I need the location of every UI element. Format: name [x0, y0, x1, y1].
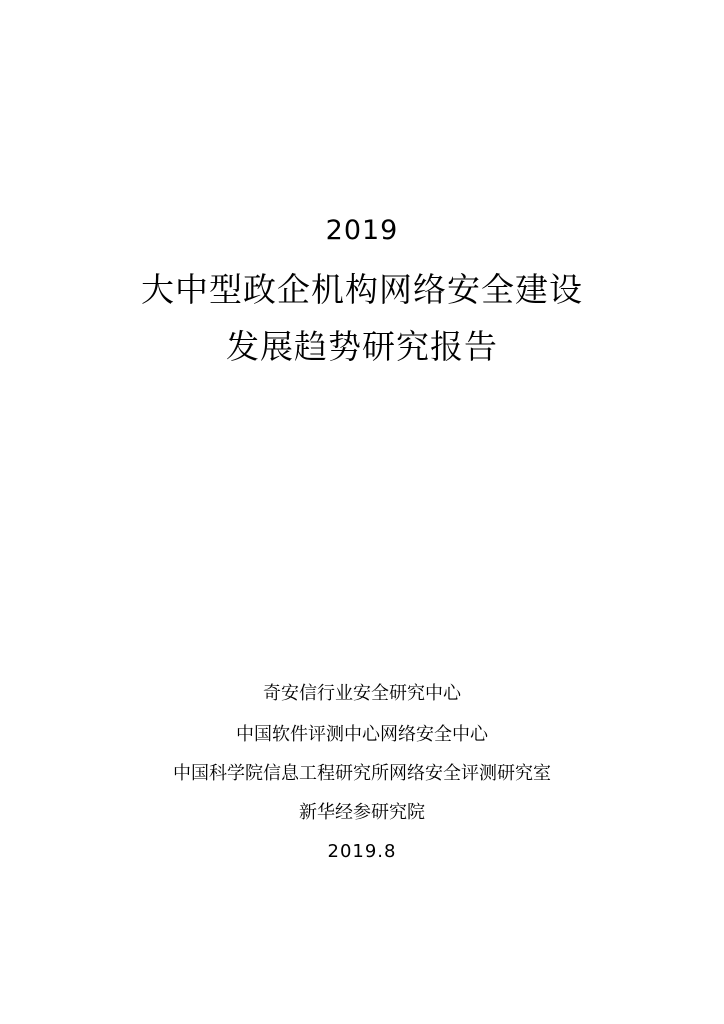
publisher-2: 中国软件评测中心网络安全中心: [236, 724, 488, 745]
cover-title-line-1: 大中型政企机构网络安全建设: [141, 270, 583, 309]
cover-year: 2019: [325, 215, 399, 246]
publisher-1: 奇安信行业安全研究中心: [263, 683, 461, 704]
cover-title-line-2: 发展趋势研究报告: [226, 327, 498, 366]
publication-date: 2019.8: [327, 841, 397, 862]
publisher-4: 新华经参研究院: [299, 802, 425, 823]
publisher-3: 中国科学院信息工程研究所网络安全评测研究室: [173, 763, 551, 784]
